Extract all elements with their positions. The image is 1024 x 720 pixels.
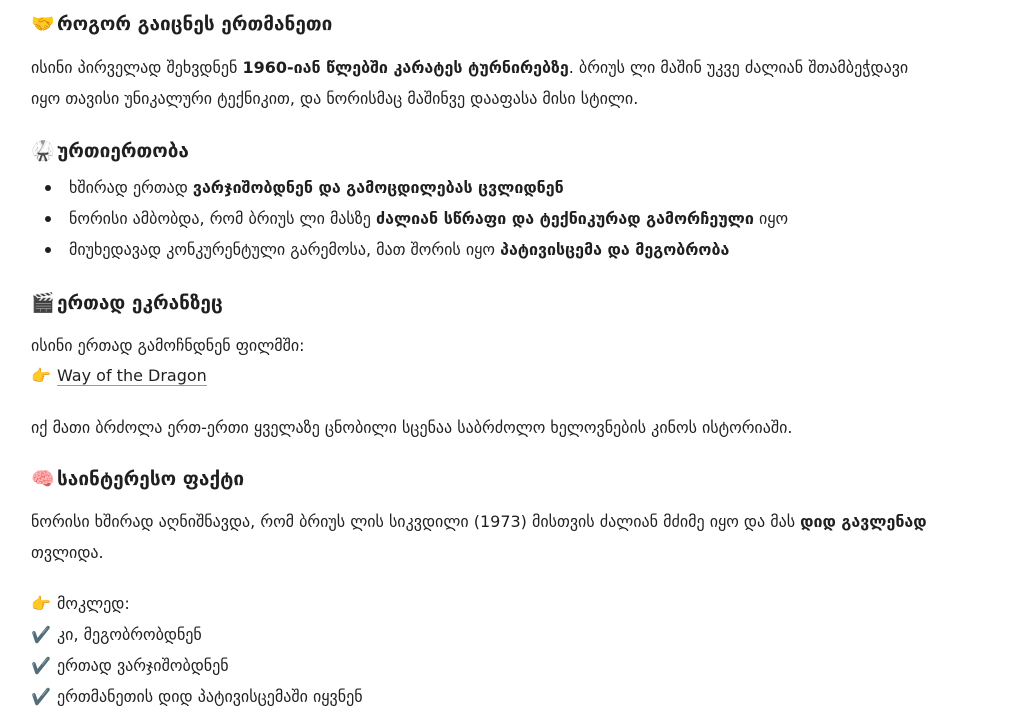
text: ნორისი ამბობდა, რომ ბრიუს ლი მასზე (69, 209, 377, 228)
summary-text: ერთმანეთის დიდ პატივისცემაში იყვნენ (57, 687, 363, 706)
relationship-list (31, 172, 788, 265)
summary-item (31, 681, 363, 712)
bold-text: ვარჯიშობდნენ და გამოცდილებას ცვლიდნენ (192, 178, 564, 197)
check-mark-icon: ✔️ (31, 687, 51, 706)
paragraph-film-intro: ისინი ერთად გამოჩნდნენ ფილმში: (31, 336, 305, 355)
heading-text: ერთად ეკრანზეც (57, 292, 223, 314)
text: იყო (753, 209, 789, 228)
bold-text: დიდ გავლენად (800, 512, 927, 531)
summary-title: მოკლედ: (57, 594, 130, 613)
heading-on-screen (31, 291, 223, 315)
heading-relationship (31, 139, 189, 163)
bold-text: პატივისცემა და მეგობრობა (500, 240, 730, 259)
pointing-right-icon: 👉 (31, 366, 51, 385)
bold-text: 1960-იან წლებში კარატეს ტურნირებზე (242, 58, 569, 77)
film-link[interactable]: Way of the Dragon (57, 366, 207, 385)
list-item (31, 234, 788, 265)
heading-text: როგორ გაიცნეს ერთმანეთი (57, 13, 333, 35)
heading-text: ურთიერთობა (57, 140, 189, 162)
paragraph-how-they-met-1 (31, 52, 908, 83)
check-mark-icon: ✔️ (31, 625, 51, 644)
pointing-right-icon: 👉 (31, 594, 51, 613)
clapperboard-icon: 🎬 (31, 292, 55, 314)
summary-item (31, 619, 202, 650)
brain-icon: 🧠 (31, 468, 55, 490)
text: მიუხედავად კონკურენტული გარემოსა, მათ შორის იყო (69, 240, 501, 259)
handshake-icon: 🤝 (31, 13, 55, 35)
list-item (31, 203, 788, 234)
summary-item (31, 650, 229, 681)
summary-text: ერთად ვარჯიშობდნენ (57, 656, 229, 675)
text: ხშირად ერთად (69, 178, 193, 197)
bold-text: ძალიან სწრაფი და ტექნიკურად გამორჩეული (376, 209, 754, 228)
paragraph-how-they-met-2: იყო თავისი უნიკალური ტექნიკით, და ნორისმაც მაშინვე დააფასა მისი სტილი. (31, 89, 639, 108)
list-item (31, 172, 788, 203)
text: . ბრიუს ლი მაშინ უკვე ძალიან შთამბეჭდავი (568, 58, 909, 77)
heading-how-they-met (31, 12, 332, 36)
text: ნორისი ხშირად აღნიშნავდა, რომ ბრიუს ლის სიკვდილი (1973) მისთვის ძალიან მძიმე იყო და მას (31, 512, 801, 531)
summary-text: კი, მეგობრობდნენ (57, 625, 202, 644)
paragraph-film-fight: იქ მათი ბრძოლა ერთ-ერთი ყველაზე ცნობილი სცენაა საბრძოლო ხელოვნების კინოს ისტორიაში. (31, 418, 793, 437)
martial-arts-uniform-icon: 🥋 (31, 140, 55, 162)
paragraph-fact-1 (31, 506, 927, 537)
film-line (31, 360, 207, 391)
paragraph-fact-2: თვლიდა. (31, 543, 104, 562)
text: ისინი პირველად შეხვდნენ (31, 58, 243, 77)
summary-heading (31, 588, 130, 619)
heading-text: საინტერესო ფაქტი (57, 468, 245, 490)
heading-interesting-fact (31, 467, 244, 491)
check-mark-icon: ✔️ (31, 656, 51, 675)
